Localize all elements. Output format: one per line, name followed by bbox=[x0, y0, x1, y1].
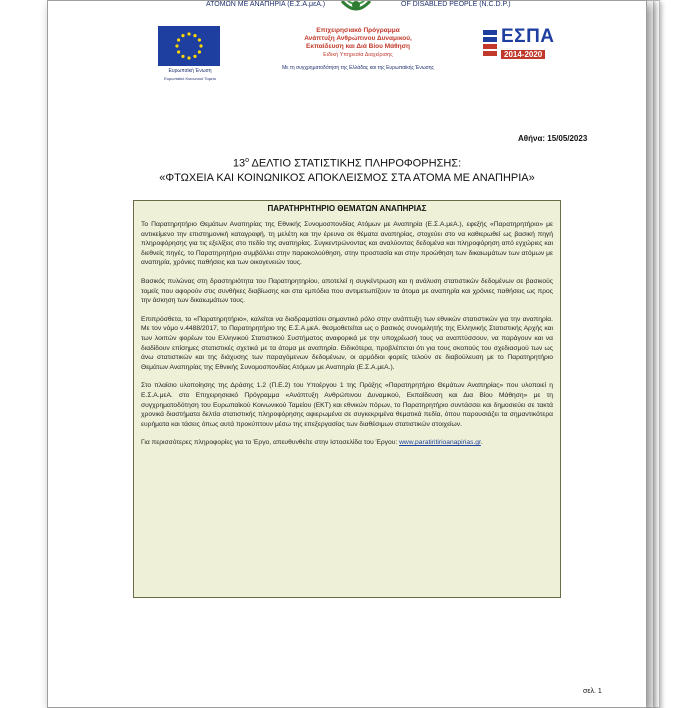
paragraph-1: Το Παρατηρητήριο Θεμάτων Αναπηρίας της Εθνικής Συνομοσπονδίας Ατόμων με Αναπηρία (Ε.Σ.Α.μεΑ.), εφεξής «Παρατηρητήριο» με αντικείμενο την επιστημονική καταγραφή, τη μελέτη και την έρευνα σε θέματα αναπηρίας, στοχεύει στο να καθιερωθεί ως βασική πηγή πληροφόρησης για τις εξελίξεις στο πεδίο της αναπηρίας. Συγκεντρώνοντας και αναλύοντας δεδομένα και πληροφόρηση από εγχώριες και διεθνείς πηγές, το Παρατηρητήριο συμβάλλει στην παρακολούθηση, στην προστασία και στην προώθηση των δικαιωμάτων των ατόμων με αναπηρία, χρόνιες παθήσεις και των οικογενειών τους. bbox=[141, 221, 553, 267]
document-date: Αθήνα: 15/05/2023 bbox=[518, 134, 588, 143]
observatory-info-box bbox=[133, 200, 561, 598]
title-line-1-text: ΔΕΛΤΙΟ ΣΤΑΤΙΣΤΙΚΗΣ ΠΛΗΡΟΦΟΡΗΣΗΣ: bbox=[249, 157, 462, 170]
title-line-1 bbox=[48, 154, 646, 171]
eu-flag-icon bbox=[158, 26, 220, 66]
programme-line-3: Εκπαίδευση και Διά Βίου Μάθηση bbox=[305, 43, 411, 50]
espa-flag-icon bbox=[483, 30, 497, 58]
paragraph-2: Βασικός πυλώνας στη δραστηριότητα του Παρατηρητηρίου, αποτελεί η συγκέντρωση και η ανάλυση στατιστικών δεδομένων σε βασικούς τομείς που αφορούν στις συνθήκες διαβίωσης και στα εμπόδια που αντιμετωπίζουν τα άτομα με αναπηρία και χρόνιες παθήσεις ως προς την άσκηση των δικαιωμάτων τους. bbox=[141, 277, 553, 305]
espa-logo bbox=[483, 28, 558, 68]
espa-years: 2014-2020 bbox=[501, 50, 545, 59]
header-strip bbox=[48, 1, 646, 15]
document-page bbox=[47, 0, 647, 708]
paragraph-4: Στο πλαίσιο υλοποίησης της Δράσης 1.2 (Π.Ε.2) του Υποέργου 1 της Πράξης «Παρατηρητήριο Θεμάτων Αναπηρίας» που υλοποιεί η Ε.Σ.Α.μεΑ. στο Επιχειρησιακό Πρόγραμμα «Ανάπτυξη Ανθρώπινου Δυναμικού, Εκπαίδευση και Δια Βίου Μάθηση» με τη συγχρηματοδότηση του Ευρωπαϊκού Κοινωνικού Ταμείου (ΕΚΤ) και εθνικών πόρων, το Παρατηρητήριο συντάσσει και δημοσιεύει σε τακτά χρονικά διαστήματα δελτία στατιστικής πληροφόρησης αφιερωμένα σε συγκεκριμένα θεματικά πεδία, όπου παρουσιάζει τα σημαντικότερα ευρήματα και τάσεις όπως αυτά προκύπτουν μέσω της επεξεργασίας των διαθέσιμων στατιστικών στοιχείων. bbox=[141, 382, 553, 428]
paragraph-3: Επιπρόσθετα, το «Παρατηρητήριο», καλείται να διαδραματίσει σημαντικό ρόλο στην ανάπτυξη των εθνικών στατιστικών για την αναπηρία. Με τον νόμο ν.4488/2017, το Παρατηρητήριο της Ε.Σ.Α.μεΑ. θεσμοθετείται ως ο βασικός συνομιλητής της Ελληνικής Στατιστικής Αρχής και των λοιπών φορέων του Ελληνικού Στατιστικού Συστήματος αναφορικά με την υποχρέωσή τους να αναπτύσσουν, να παράγουν και να διαδίδουν επίσημες στατιστικές σχετικά με τα άτομα με αναπηρία. Ειδικότερα, προβλέπεται ότι για τους σκοπούς του σχεδιασμού των ως άνω στατιστικών και της διάχυσης των παραγόμενων δεδομένων, οι αρμόδιοι φορείς τελούν σε διαβούλευση με το Παρατηρητήριο Θεμάτων Αναπηρίας της Εθνικής Συνομοσπονδίας Ατόμων με Αναπηρία (Ε.Σ.Α.μεΑ.). bbox=[141, 315, 553, 371]
box-title: ΠΑΡΑΤΗΡΗΤΗΡΙΟ ΘΕΜΑΤΩΝ ΑΝΑΠΗΡΙΑΣ bbox=[267, 204, 427, 213]
organization-name-english: OF DISABLED PEOPLE (N.C.D.P.) bbox=[401, 1, 511, 8]
project-website-link[interactable]: www.paratiritirioanapirias.gr bbox=[399, 439, 481, 447]
programme-line-2: Ανάπτυξη Ανθρώπινου Δυναμικού, bbox=[304, 35, 412, 42]
espa-label: ΕΣΠΑ bbox=[501, 26, 555, 47]
programme-logo bbox=[258, 27, 458, 73]
eu-logo bbox=[158, 26, 222, 81]
document-title bbox=[48, 154, 646, 185]
eu-subcaption: Ευρωπαϊκό Κοινωνικό Ταμείο bbox=[164, 76, 216, 81]
organization-name-greek: ΑΤΟΜΩΝ ΜΕ ΑΝΑΠΗΡΙΑ (Ε.Σ.Α.μεΑ.) bbox=[206, 1, 326, 8]
programme-line-4: Ειδική Υπηρεσία Διαχείρισης bbox=[323, 52, 393, 58]
page-number: σελ. 1 bbox=[583, 688, 602, 695]
title-line-2: «ΦΤΩΧΕΙΑ ΚΑΙ ΚΟΙΝΩΝΙΚΟΣ ΑΠΟΚΛΕΙΣΜΟΣ ΣΤΑ ΑΤΟΜΑ ΜΕ ΑΝΑΠΗΡΙΑ» bbox=[159, 171, 535, 184]
title-ordinal: ο bbox=[245, 157, 250, 164]
contact-end: . bbox=[480, 439, 483, 447]
contact-paragraph bbox=[141, 438, 553, 448]
programme-line-1: Επιχειρησιακό Πρόγραμμα bbox=[316, 27, 400, 34]
organization-emblem-icon bbox=[338, 0, 374, 17]
programme-cofinancing: Με τη συγχρηματοδότηση της Ελλάδας και της Ευρωπαϊκής Ένωσης bbox=[282, 65, 434, 71]
eu-caption: Ευρωπαϊκή Ένωση bbox=[168, 68, 212, 74]
title-number: 13 bbox=[232, 157, 246, 170]
contact-text: Για περισσότερες πληροφορίες για το Έργο, απευθυνθείτε στην Ιστοσελίδα του Έργου: bbox=[141, 439, 400, 447]
